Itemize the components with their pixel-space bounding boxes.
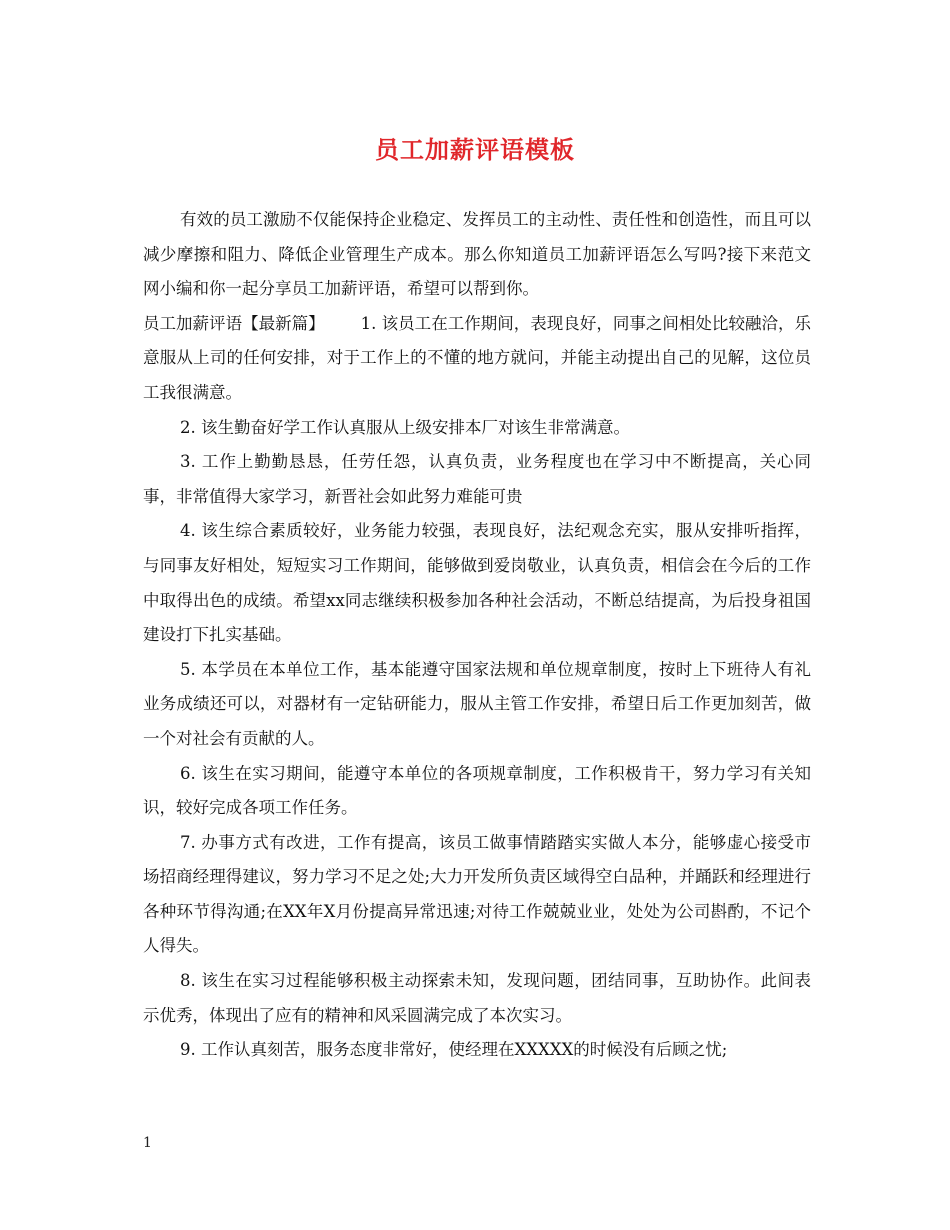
item-3: 3. 工作上勤勤恳恳，任劳任怨，认真负责，业务程度也在学习中不断提高，关心同事，非常值得大家学习，新晋社会如此努力难能可贵	[143, 452, 811, 506]
intro-paragraph: 有效的员工激励不仅能保持企业稳定、发挥员工的主动性、责任性和创造性，而且可以减少摩擦和阻力、降低企业管理生产成本。那么你知道员工加薪评语怎么写吗?接下来范文网小编和你一起分享员工加薪评语，希望可以帮到你。	[143, 210, 811, 299]
section-paragraph	[143, 307, 811, 411]
item-6: 6. 该生在实习期间，能遵守本单位的各项规章制度，工作积极肯干，努力学习有关知识，较好完成各项工作任务。	[143, 763, 811, 818]
item-5: 5. 本学员在本单位工作，基本能遵守国家法规和单位规章制度，按时上下班待人有礼业务成绩还可以，对器材有一定钻研能力，服从主管工作安排，希望日后工作更加刻苦，做一个对社会有贡献的人。	[143, 659, 811, 748]
item-9: 9. 工作认真刻苦，服务态度非常好，使经理在XXXXX的时候没有后顾之忧;	[180, 1040, 728, 1060]
page-number: 1	[143, 1135, 152, 1151]
item-4: 4. 该生综合素质较好，业务能力较强，表现良好，法纪观念充实，服从安排听指挥，与同事友好相处，短短实习工作期间，能够做到爱岗敬业，认真负责，相信会在今后的工作中取得出色的成绩。希望xx同志继续积极参加各种社会活动，不断总结提高，为后投身祖国建设打下扎实基础。	[143, 521, 811, 645]
document-title: 员工加薪评语模板	[375, 135, 575, 164]
item-2: 2. 该生勤奋好学工作认真服从上级安排本厂对该生非常满意。	[180, 417, 630, 437]
item-7: 7. 办事方式有改进，工作有提高，该员工做事情踏踏实实做人本分，能够虚心接受市场招商经理得建议，努力学习不足之处;大力开发所负责区域得空白品种，并踊跃和经理进行各种环节得沟通;在XX年X月份提高异常迅速;对待工作兢兢业业，处处为公司斟酌，不记个人得失。	[143, 832, 811, 956]
document-body	[143, 203, 811, 1068]
item-8: 8. 该生在实习过程能够积极主动探索未知，发现问题，团结同事，互助协作。此间表示优秀，体现出了应有的精神和风采圆满完成了本次实习。	[143, 971, 811, 1025]
item-1: 1. 该员工在工作期间，表现良好，同事之间相处比较融洽，乐意服从上司的任何安排，对于工作上的不懂的地方就问，并能主动提出自己的见解，这位员工我很满意。	[143, 313, 811, 402]
section-heading: 员工加薪评语【最新篇】	[143, 313, 325, 333]
